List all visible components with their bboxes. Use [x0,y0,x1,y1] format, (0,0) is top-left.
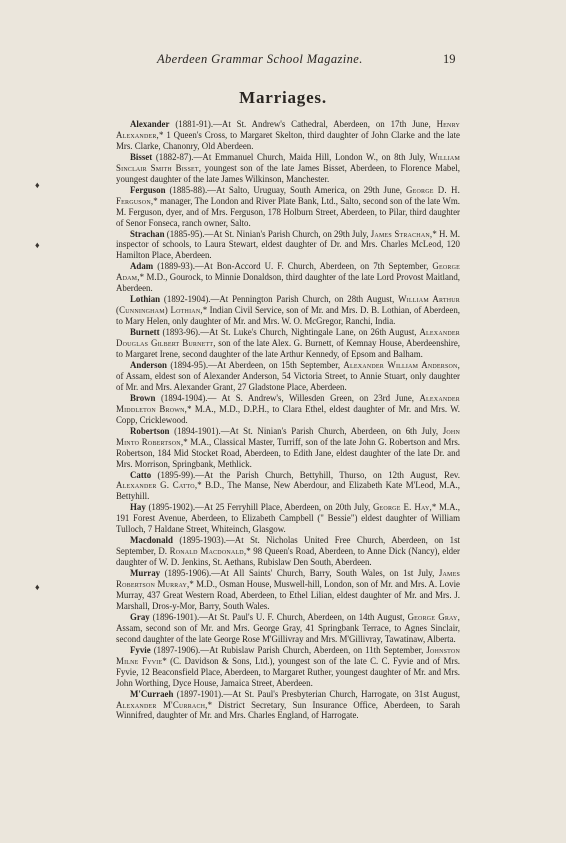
entry-text: (1894-1901).—At St. Ninian's Parish Church, Aberdeen, on 6th July, [169,425,443,436]
entry-text-continued: of Assam, eldest son of Alexander Anderson, 54 Victoria Street, to Annie Stuart, only daughter of Mr. and Mrs. Alexander Grant, 27 Gladstone Place, Aberdeen. [116,370,460,392]
entry-text-continued: * M.D., Gourock, to Minnie Donaldson, third daughter of the late Lord Provost Maitland, Aberdeen. [116,272,460,294]
marriage-entry [116,261,460,294]
entry-text-continued: * (C. Davidson & Sons, Ltd.), youngest son of the late C. C. Fyvie and of Mrs. Fyvie, 12 Beaconsfield Place, Aberdeen, to Margaret Ruther, youngest daughter of Mr. and Mrs. John Worthing, Dyce House, Jamaica Street, Aberdeen. [116,655,460,688]
entry-surname: Ferguson [130,184,166,195]
running-title: Aberdeen Grammar School Magazine. [157,52,363,66]
entry-name: Alexander M'Currach, [116,699,208,710]
entry-name: Alexander G. Catto, [116,480,198,491]
marriage-entry [116,568,460,612]
entry-text: (1897-1906).—At Rubislaw Parish Church, Aberdeen, on 11th September, [150,644,427,655]
page-number: 19 [443,52,456,66]
entry-text: (1889-93).—At Bon-Accord U. F. Church, Aberdeen, on 7th September, [153,261,433,272]
entry-surname: M'Curraeh [130,688,174,699]
entry-name: George E. Hay, [372,502,432,513]
entry-text-continued: Assam, second son of Mr. and Mrs. George Gray, 41 Springbank Terrace, to Agnes Sinclair, second daughter of the late George Rose M'Gillivray and Mrs. M'Gillivray, Tawatinaw, Alberta. [116,622,460,644]
entry-name: George D. H. Ferguson, [116,184,460,206]
entry-name: Henry Alexander, [116,119,460,140]
entry-text-continued: * 98 Queen's Road, Aberdeen, to Anne Dick (Nancy), elder daughter of W. D. Jenkins, St. Aethans, Rubislaw Den South, Aberdeen. [116,546,461,568]
marriage-entry [116,689,460,722]
entry-surname: Brown [130,392,156,403]
entry-text: (1892-1904).—At Pennington Parish Church, on 28th August, [160,294,399,305]
entry-text-continued: * M.A., Classical Master, Turriff, son of the late John G. Robertson and Mrs. Robertson, 184 Mid Stocket Road, Aberdeen, to Edith Jane, eldest daughter of the late Dr. and Mrs. Morrison, Springbank, Methlick. [116,436,460,469]
entry-name: James Strachan, [370,228,433,239]
entry-text: (1885-88).—At Salto, Uruguay, South America, on 29th June, [165,184,406,195]
entry-text-continued: * District Secretary, Sun Insurance Office, Aberdeen, to Sarah Winnifred, daughter of Mr. and Mrs. Charles England, of Harrogate. [116,699,460,721]
entry-surname: Gray [130,611,150,622]
entry-text: (1885-95).—At St. Ninian's Parish Church, on 29th July, [164,228,371,239]
marriage-entry [116,645,460,689]
marriage-entry [116,426,460,470]
entry-surname: Bisset [130,151,153,162]
marriage-entry [116,612,460,645]
entry-name: John Minto Robertson, [116,425,460,447]
entry-text-continued: * M.A., 191 Forest Avenue, Aberdeen, to Elizabeth Campbell (" Bessie") eldest daughter of William Tulloch, 7 Haldane Street, Whiteinch, Glasgow. [116,502,460,535]
entry-name: Alexander William Anderson, [343,359,460,370]
entry-surname: Murray [130,568,161,579]
entry-text: (1897-1901).—At St. Paul's Presbyterian Church, Harrogate, on 31st August, [173,688,460,699]
entry-name: William Arthur (Cunningham) Lothian, [116,294,460,316]
entry-text-continued: youngest son of the late James Bisset, Aberdeen, to Florence Mabel, youngest daughter of the late James Wilkinson, Manchester. [116,162,460,184]
section-title: Marriages. [239,88,327,107]
entry-text: (1895-99).—At the Parish Church, Bettyhill, Thurso, on 12th August, Rev. [151,469,460,480]
entry-surname: Anderson [130,359,167,370]
entry-text: (1895-1906).—At All Saints' Church, Barry, South Wales, on 1st July, [160,568,439,579]
entry-name: George Gray, [407,611,460,622]
entry-surname: Strachan [130,228,165,239]
entry-surname: Alexander [130,119,170,129]
entry-text: (1896-1901).—At St. Paul's U. F. Church, Aberdeen, on 14th August, [149,611,408,622]
entry-name: Alexander Middleton Brown, [116,392,460,414]
marriage-entry [116,470,460,503]
entry-text: (1882-87).—At Emmanuel Church, Maida Hill, London W., on 8th July, [152,151,430,162]
entry-text: (1881-91).—At St. Andrew's Cathedral, Aberdeen, on 17th June, [169,119,437,129]
entry-name: William Sinclair Smith Bisset, [116,151,460,173]
entry-text: (1893-96).—At St. Luke's Church, Nightingale Lane, on 26th August, [159,327,420,338]
marriage-entry [116,393,460,426]
entry-surname: Macdonald [130,535,173,546]
marriage-entry [116,502,460,535]
entry-text: (1895-1902).—At 25 Ferryhill Place, Aberdeen, on 20th July, [145,502,373,513]
entry-surname: Lothian [130,294,161,305]
entry-surname: Robertson [130,425,170,436]
marriage-entry [116,535,460,568]
entry-name: Alexander Douglas Gilbert Burnett, [116,327,460,349]
marriage-entry [116,360,460,393]
entry-surname: Burnett [130,327,160,338]
entry-surname: Hay [130,502,146,513]
entry-text-continued: * manager, The London and River Plate Bank, Ltd., Salto, second son of the late Wm. M. Ferguson, dyer, and of Mrs. Ferguson, 178 Holburn Street, Aberdeen, to Pilar, third daughter of Senor Fonseca, ranch owner, Salto. [116,195,460,228]
entry-surname: Fyvie [130,644,151,655]
marriage-entry [116,294,460,327]
entry-text-continued: * M.D., Osman House, Muswell-hill, London, son of Mr. and Mrs. A. Lovie Murray, 437 Great Western Road, Aberdeen, to Ethel Lilian, eldest daughter of Mr. and Mrs. J. Marshall, Dros-y-Mor, Barry, South Wales. [116,579,460,611]
entry-text-continued: * M.A., M.D., D.P.H., to Clara Ethel, eldest daughter of Mr. and Mrs. W. Copp, Cricklewood. [116,403,460,425]
margin-mark: ♦ [35,240,40,250]
entry-text: (1894-1904).— At S. Andrew's, Willesden Green, on 23rd June, [155,392,420,403]
entry-text: (1894-95).—At Aberdeen, on 15th September, [167,359,344,370]
entry-text-continued: * 1 Queen's Cross, to Margaret Skelton, third daughter of John Clarke and the late Mrs. Clarke, Chanonry, Old Aberdeen. [116,129,460,151]
entry-name: Ronald Macdonald, [169,546,247,557]
entry-name: Johnston Milne Fyvie [116,644,460,666]
marriage-entry [116,327,460,360]
marriage-entry [116,229,460,262]
entry-name: James Robertson Murray, [116,568,460,590]
entry-text-continued: * Indian Civil Service, son of Mr. and Mrs. D. B. Lothian, of Aberdeen, to Mary Helen, only daughter of Mr. and Mrs. W. O. McGregor, Ranchi, India. [116,305,460,327]
marriage-entry [116,119,460,152]
entry-surname: Catto [130,469,152,480]
entry-name: George Adam, [116,261,460,283]
entry-text: (1895-1903).—At St. Nicholas United Free Church, Aberdeen, on 1st September, D. [116,535,460,557]
margin-mark: ♦ [35,582,40,592]
entry-text-continued: * B.D., The Manse, New Aberdour, and Elizabeth Kate M'Leod, M.A., Bettyhill. [116,480,460,502]
marriages-list [116,119,460,721]
marriage-entry [116,185,460,229]
entry-surname: Adam [130,261,154,272]
marriage-entry [116,152,460,185]
entry-text-continued: son of the late Alex. G. Burnett, of Kemnay House, Aberdeenshire, to Margaret Irene, second daughter of the late Arthur Kennedy, of Epsom and Balham. [116,338,461,360]
entry-text-continued: * H. M. inspector of schools, to Laura Stewart, eldest daughter of Dr. and Mrs. Charles McLeod, 120 Hamilton Place, Aberdeen. [116,228,461,261]
margin-mark: ♦ [35,180,40,190]
